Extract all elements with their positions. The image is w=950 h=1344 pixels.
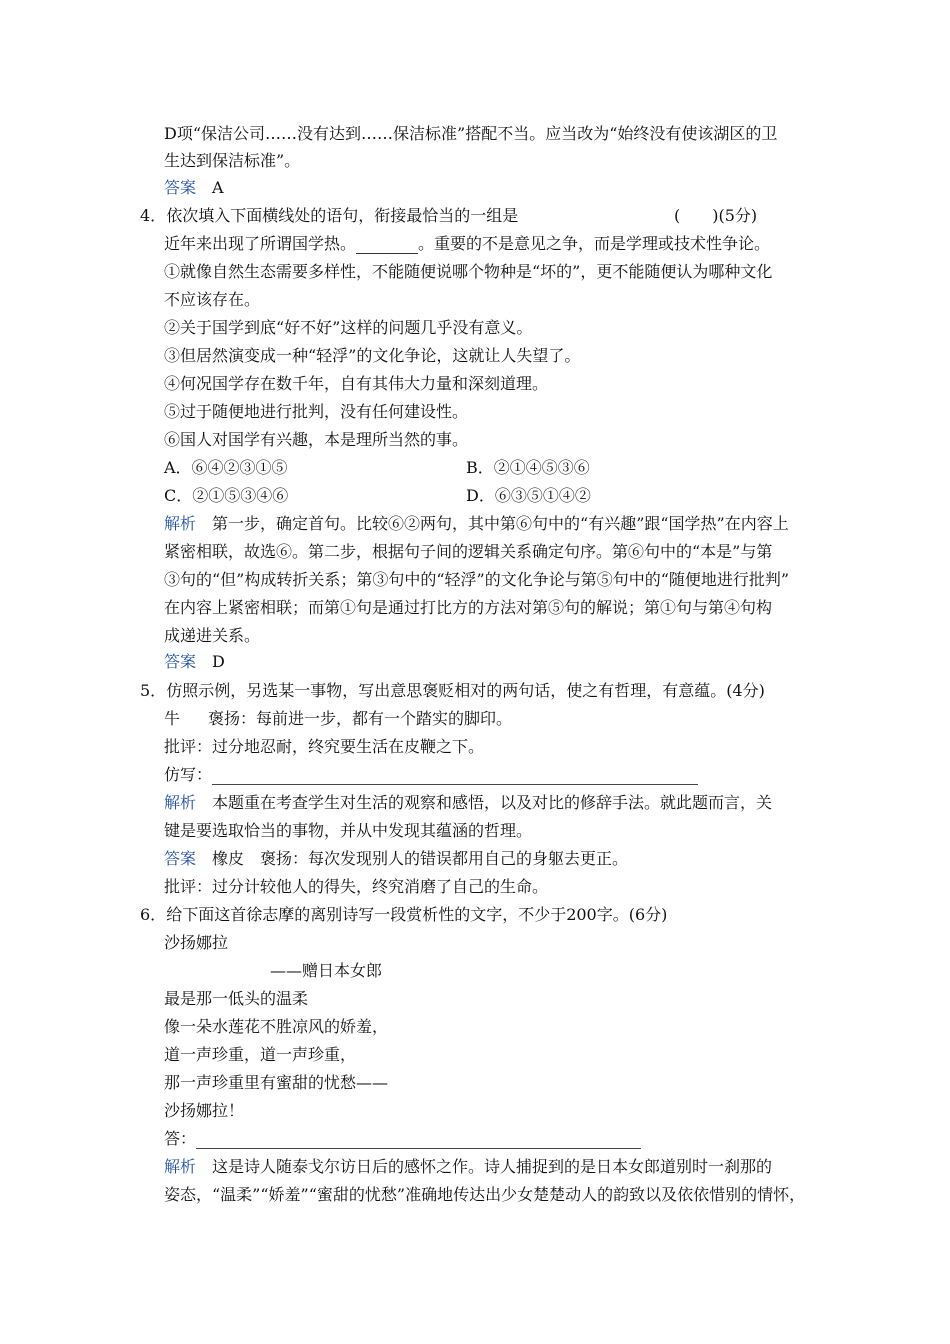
q4-sentence-3: ③但居然演变成一种“轻浮”的文化争论，这就让人失望了。 [164,346,581,365]
q4-passage-end: 。重要的不是意见之争，而是学理或技术性争论。 [418,234,771,253]
q4-sentence-1b: 不应该存在。 [164,290,261,309]
q4-option-c: C．②①⑤③④⑥ [164,486,289,505]
q6-answer-area [164,1129,641,1149]
prev-explanation-line1: D项“保洁公司……没有达到……保洁标准”搭配不当。应当改为“始终没有使该湖区的卫 [164,124,778,143]
q4-sentence-5: ⑤过于随便地进行批判，没有任何建设性。 [164,402,469,421]
q6-analysis-line2: 姿态，“温柔”“娇羞”“蜜甜的忧愁”准确地传达出少女楚楚动人的韵致以及依依惜别的情怀， [164,1185,806,1204]
q5-example-praise [164,709,512,729]
q4-passage-start: 近年来出现了所谓国学热。 [164,234,357,253]
q4-sentence-1a: ①就像自然生态需要多样性，不能随便说哪个物种是“坏的”，更不能随便认为哪种文化 [164,262,773,281]
q4-sentence-6: ⑥国人对国学有兴趣，本是理所当然的事。 [164,430,469,449]
q6-analysis-line1 [164,1157,772,1177]
q4-score-paren: ( )(5分) [674,206,758,225]
q4-answer [164,652,225,672]
q4-analysis-line4: 在内容上紧密相联；而第①句是通过打比方的方法对第⑤句的解说；第①句与第④句构 [164,598,773,617]
q6-analysis-text1: 这是诗人随泰戈尔访日后的感怀之作。诗人捕捉到的是日本女郎道别时一刹那的 [212,1157,773,1176]
q4-sentence-2: ②关于国学到底“好不好”这样的问题几乎没有意义。 [164,318,533,337]
q5-number: 5． [140,681,167,700]
q4-analysis-line1 [164,514,789,534]
q5-example-praise-text: 褒扬：每前进一步，都有一个踏实的脚印。 [208,709,513,728]
q5-analysis-line1 [164,793,772,813]
q5-stem-text: 仿照示例，另选某一事物，写出意思褒贬相对的两句话，使之有哲理，有意蕴。(4分) [166,681,765,700]
q5-example-critique: 批评：过分地忍耐，终究要生活在皮鞭之下。 [164,737,485,756]
q5-analysis-text1: 本题重在考查学生对生活的观察和感悟，以及对比的修辞手法。就此题而言，关 [212,793,773,812]
q6-answer-prompt: 答： [164,1129,197,1148]
q4-blank [356,238,418,254]
q4-analysis-line3: ③句的“但”构成转折关系；第③句中的“轻浮”的文化争论与第⑤句中的“随便地进行批判” [164,570,790,589]
q6-answer-line[interactable] [196,1132,641,1149]
answer-label: 答案 [164,178,197,197]
answer-value: A [212,178,224,197]
poem-line-2: 像一朵水莲花不胜凉风的娇羞， [164,1017,389,1036]
q4-analysis-line5: 成递进关系。 [164,626,261,645]
analysis-label: 解析 [164,1157,197,1176]
q5-answer-subject: 橡皮 [212,849,245,868]
q4-option-a: A．⑥④②③①⑤ [164,458,288,477]
q6-stem-text: 给下面这首徐志摩的离别诗写一段赏析性的文字，不少于200字。(6分) [166,905,668,924]
poem-line-4: 那一声珍重里有蜜甜的忧愁—— [164,1073,389,1092]
answer-label: 答案 [164,849,197,868]
q5-answer-critique: 批评：过分计较他人的得失，终究消磨了自己的生命。 [164,877,549,896]
q4-stem [140,206,518,226]
q5-answer [164,849,628,869]
q4-option-b: B．②①④⑤③⑥ [466,458,590,477]
q5-example-subject: 牛 [164,709,181,728]
q4-analysis-line2: 紧密相联，故选⑥。第二步，根据句子间的逻辑关系确定句序。第⑥句中的“本是”与第 [164,542,773,561]
answer-value: D [212,652,225,671]
q6-stem [140,905,667,925]
poem-line-3: 道一声珍重，道一声珍重， [164,1045,357,1064]
poem-subtitle: ——赠日本女郎 [270,961,383,980]
q5-answer-praise: 褒扬：每次发现别人的错误都用自己的身躯去更正。 [260,849,629,868]
q6-number: 6． [140,905,167,924]
q4-analysis-text1: 第一步，确定首句。比较⑥②两句，其中第⑥句中的“有兴趣”跟“国学热”在内容上 [212,514,789,533]
prev-explanation-line2: 生达到保洁标准”。 [164,151,301,170]
q4-sentence-4: ④何况国学存在数千年，自有其伟大力量和深刻道理。 [164,374,549,393]
poem-title: 沙扬娜拉 [164,933,229,952]
q4-option-d: D．⑥③⑤①④② [466,486,591,505]
q4-stem-text: 依次填入下面横线处的语句，衔接最恰当的一组是 [166,206,519,225]
q5-analysis-line2: 键是要选取恰当的事物，并从中发现其蕴涵的哲理。 [164,821,533,840]
q4-passage [164,234,770,254]
analysis-label: 解析 [164,793,197,812]
answer-label: 答案 [164,652,197,671]
q5-answer-line[interactable] [212,768,698,785]
q5-imitate [164,765,698,785]
q5-stem [140,681,765,701]
q4-number: 4． [140,206,167,225]
poem-line-1: 最是那一低头的温柔 [164,989,309,1008]
analysis-label: 解析 [164,514,197,533]
poem-line-5: 沙扬娜拉！ [164,1101,245,1120]
prev-answer [164,178,224,198]
q5-imitate-label: 仿写： [164,765,213,784]
